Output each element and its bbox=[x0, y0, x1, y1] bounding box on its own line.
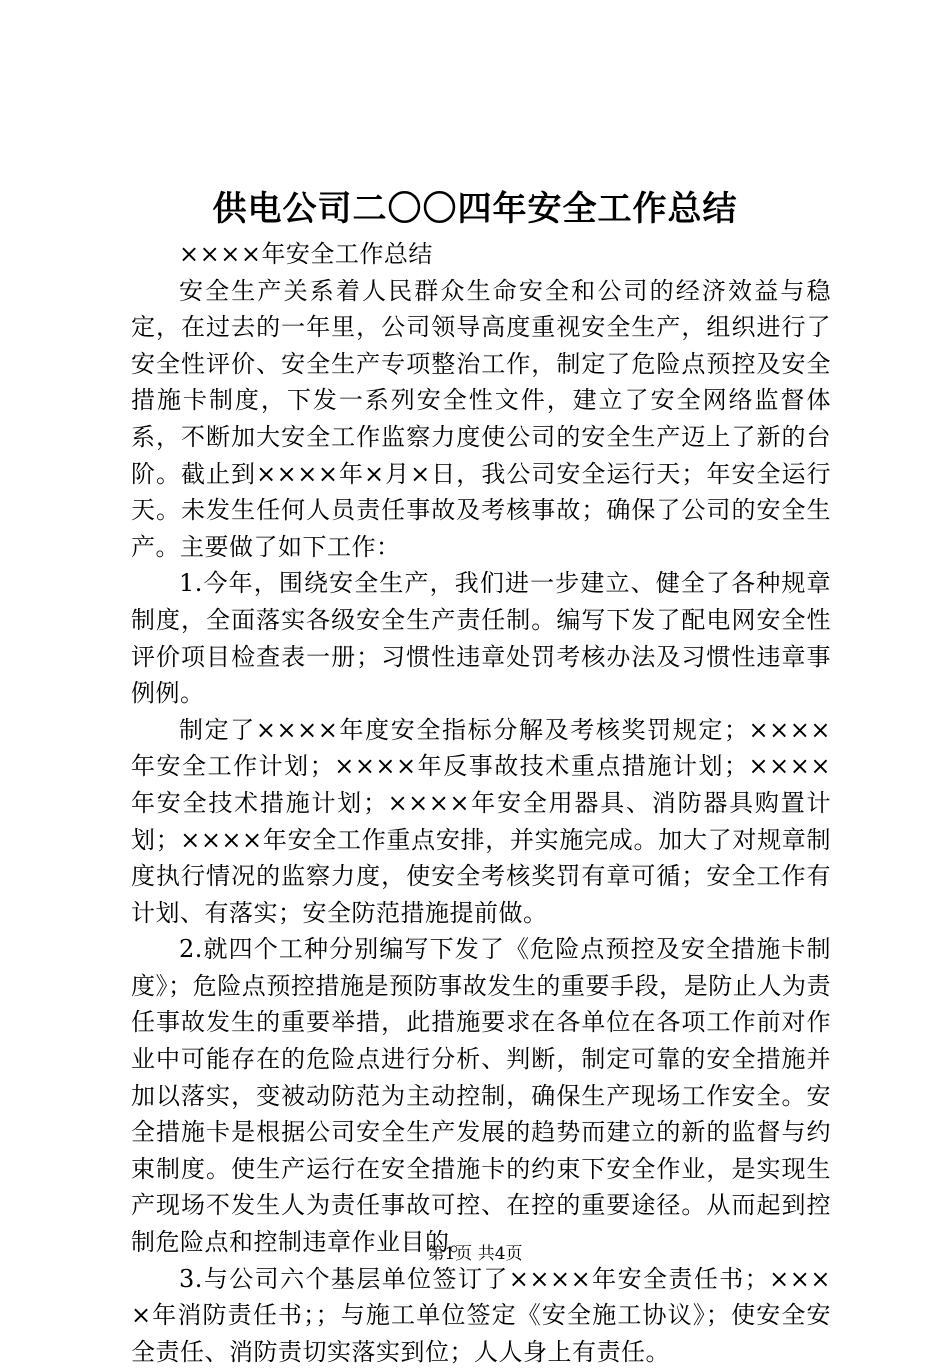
paragraph-item-2: 2.就四个工种分别编写下发了《危险点预控及安全措施卡制度》；危险点预控措施是预防事故发生的重要手段，是防止人为责任事故发生的重要举措，此措施要求在各单位在各项工作前对作业中可能存在的危险点进行分析、判断，制定可靠的安全措施并加以落实，变被动防范为主动控制，确保生产现场工作安全。安全措施卡是根据公司安全生产发展的趋势而建立的新的监督与约束制度。使生产运行在安全措施卡的约束下安全作业，是实现生产现场不发生人为责任事故可控、在控的重要途径。从而起到控制危险点和控制违章作业目的。 bbox=[131, 935, 831, 1257]
paragraph-item-3: 3.与公司六个基层单位签订了××××年安全责任书；××××年消防责任书；；与施工单位签定《安全施工协议》；使安全安全责任、消防责切实落实到位；人人身上有责任。 bbox=[131, 1264, 831, 1366]
paragraph-item-1-detail: 制定了××××年度安全指标分解及考核奖罚规定；××××年安全工作计划；××××年反事故技术重点措施计划；××××年安全技术措施计划；××××年安全用器具、消防器具购置计划；××××年安全工作重点安排，并实施完成。加大了对规章制度执行情况的监察力度，使安全考核奖罚有章可循；安全工作有计划、有落实；安全防范措施提前做。 bbox=[131, 715, 831, 927]
paragraph-item-1: 1.今年，围绕安全生产，我们进一步建立、健全了各种规章制度，全面落实各级安全生产责任制。编写下发了配电网安全性评价项目检查表一册；习惯性违章处罚考核办法及习惯性违章事例例。 bbox=[131, 569, 831, 708]
page-number-footer: 第1页 共4页 bbox=[427, 1244, 523, 1264]
paragraph-subtitle: ××××年安全工作总结 bbox=[179, 240, 433, 268]
document-title: 供电公司二〇〇四年安全工作总结 bbox=[212, 189, 738, 229]
document-body bbox=[131, 236, 831, 1370]
paragraph-intro: 安全生产关系着人民群众生命安全和公司的经济效益与稳定，在过去的一年里，公司领导高度重视安全生产，组织进行了安全性评价、安全生产专项整治工作，制定了危险点预控及安全措施卡制度，下发一系列安全性文件，建立了安全网络监督体系，不断加大安全工作监察力度使公司的安全生产迈上了新的台阶。截止到××××年×月×日，我公司安全运行天；年安全运行天。未发生任何人员责任事故及考核事故；确保了公司的安全生产。主要做了如下工作： bbox=[131, 276, 831, 561]
